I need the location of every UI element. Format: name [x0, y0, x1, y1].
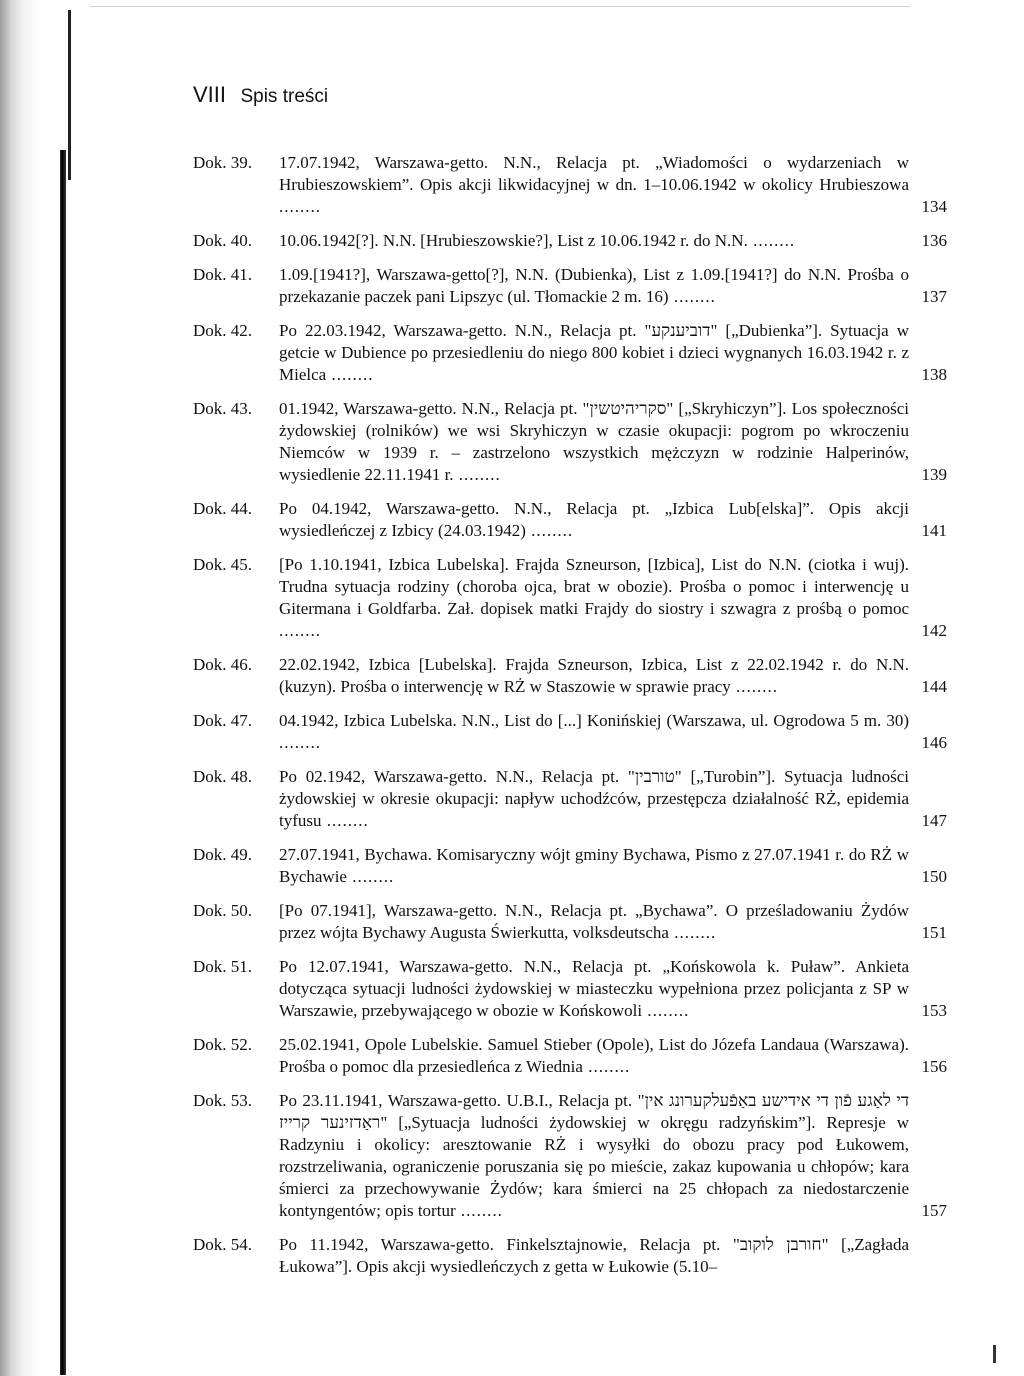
toc-entry — [193, 1090, 947, 1222]
toc-entry — [193, 264, 947, 308]
dot-leader: ........ — [525, 521, 574, 540]
toc-entry — [193, 710, 947, 754]
dot-leader: ........ — [642, 1001, 690, 1020]
dot-leader: ........ — [668, 287, 716, 306]
running-title: Spis treści — [240, 86, 329, 107]
document-number: Dok. 50. — [193, 901, 253, 920]
toc-entry — [193, 230, 947, 252]
entry-description: 17.07.1942, Warszawa-getto. N.N., Relacja pt. „Wiadomości o wydarzeniach w Hrubieszowskiem”. Opis akcji likwidacyjnej w dn. 1–10.06.1942 w okolicy Hrubieszowa — [279, 153, 909, 194]
toc-entry — [193, 766, 947, 832]
document-number: Dok. 49. — [193, 845, 253, 864]
dot-leader: ........ — [668, 923, 717, 942]
entry-description: Po 23.11.1941, Warszawa-getto. U.B.I., Relacja pt. "די לאַגע פֿון די אידישע באַפֿעלקערונג אין ראַדזינער קרייז" [„Sytuacja ludności żydowskiej w okręgu radzyńskim”]. Represje w Radzyniu i okolicy: aresztowanie RŻ i wysyłki do obozu pracy pod Łukowem, rozstrzeliwania, ograniczenie poruszania się po mieście, zakaz kupowania u chłopów; kara śmierci za przechowywanie Żydów; kara śmierci na 25 chłopach za niedostarczenie kontyngentów; opis tortur — [279, 1091, 909, 1220]
page-number: VIII — [193, 82, 227, 107]
dot-leader: ........ — [321, 811, 369, 830]
document-number: Dok. 47. — [193, 711, 253, 730]
entry-description: Po 04.1942, Warszawa-getto. N.N., Relacja pt. „Izbica Lub[elska]”. Opis akcji wysiedleńczej z Izbicy (24.03.1942) — [279, 499, 909, 540]
dot-leader: ........ — [747, 231, 796, 250]
toc-entry — [193, 398, 947, 486]
page-reference: 134 — [921, 197, 947, 216]
dot-leader: ........ — [582, 1057, 631, 1076]
entry-description: Po 22.03.1942, Warszawa-getto. N.N., Relacja pt. "דוביענקע" [„Dubienka”]. Sytuacja w getcie w Dubience po przesiedleniu do niego 800 kobiet i dzieci wygnanych 16.03.1942 r. z Mielca — [279, 321, 910, 384]
page-reference: 142 — [921, 621, 947, 640]
document-number: Dok. 39. — [193, 153, 253, 172]
page-reference: 137 — [921, 287, 947, 306]
toc-entry — [193, 1234, 947, 1278]
document-number: Dok. 48. — [193, 767, 253, 786]
document-number: Dok. 46. — [193, 655, 253, 674]
toc-entry — [193, 844, 947, 888]
toc-entry — [193, 956, 947, 1022]
document-number: Dok. 45. — [193, 555, 253, 574]
table-of-contents — [193, 152, 947, 1290]
entry-description: [Po 1.10.1941, Izbica Lubelska]. Frajda Szneurson, [Izbica], List do N.N. (ciotka i wuj). Trudna sytuacja rodziny (choroba ojca, brat w obozie). Prośba o pomoc i interwencję u Gitermana i Goldfarba. Zał. dopisek matki Frajdy do siostry i szwagra z prośbą o pomoc — [279, 555, 909, 618]
binding-shadow — [60, 150, 66, 1375]
entry-description: 22.02.1942, Izbica [Lubelska]. Frajda Szneurson, Izbica, List z 22.02.1942 r. do N.N. (kuzyn). Prośba o interwencję w RŻ w Staszowie w sprawie pracy — [279, 655, 909, 696]
dot-leader: ........ — [730, 677, 779, 696]
entry-description: 1.09.[1941?], Warszawa-getto[?], N.N. (Dubienka), List z 1.09.[1941?] do N.N. Prośba o przekazanie paczek pani Lipszyc (ul. Tłomackie 2 m. 16) — [279, 265, 909, 306]
entry-description: Po 11.1942, Warszawa-getto. Finkelsztajnowie, Relacja pt. "חורבן לוקוב" [„Zagłada Łukowa”]. Opis akcji wysiedleńczych z getta w Łukowie (5.10– — [279, 1235, 909, 1276]
entry-description: 25.02.1941, Opole Lubelskie. Samuel Stieber (Opole), List do Józefa Landaua (Warszawa). Prośba o pomoc dla przesiedleńca z Wiednia — [279, 1035, 909, 1076]
page-reference: 141 — [921, 521, 947, 540]
document-number: Dok. 40. — [193, 231, 253, 250]
page-reference: 151 — [921, 923, 947, 942]
dot-leader: ........ — [279, 197, 321, 216]
entry-description: 04.1942, Izbica Lubelska. N.N., List do [...] Konińskiej (Warszawa, ul. Ogrodowa 5 m. 30) — [279, 711, 909, 730]
binding-shadow-top — [68, 10, 71, 180]
page-reference: 146 — [921, 733, 947, 752]
dot-leader: ........ — [455, 1201, 503, 1220]
entry-description: Po 02.1942, Warszawa-getto. N.N., Relacja pt. "טורבין" [„Turobin”]. Sytuacja ludności żydowskiej w okresie okupacji: napływ uchodźców, przestępcza działalność RŻ, epidemia tyfusu — [279, 767, 910, 830]
toc-entry — [193, 900, 947, 944]
page-reference: 153 — [921, 1001, 947, 1020]
page-reference: 147 — [921, 811, 947, 830]
document-number: Dok. 53. — [193, 1091, 253, 1110]
document-number: Dok. 51. — [193, 957, 253, 976]
toc-entry — [193, 1034, 947, 1078]
toc-entry — [193, 498, 947, 542]
toc-entry — [193, 554, 947, 642]
scan-mark — [993, 1345, 996, 1363]
toc-entry — [193, 320, 947, 386]
document-number: Dok. 42. — [193, 321, 253, 340]
document-number: Dok. 54. — [193, 1235, 253, 1254]
dot-leader: ........ — [346, 867, 395, 886]
binding-edge — [0, 0, 62, 1376]
dot-leader: ........ — [279, 621, 321, 640]
document-number: Dok. 52. — [193, 1035, 253, 1054]
page-reference: 150 — [921, 867, 947, 886]
page-reference: 138 — [921, 365, 947, 384]
document-number: Dok. 41. — [193, 265, 253, 284]
entry-description: Po 12.07.1941, Warszawa-getto. N.N., Relacja pt. „Końskowola k. Puław”. Ankieta dotycząca sytuacji ludności żydowskiej w miasteczku wypełniona przez policjanta z SP w Warszawie, przebywającego w obozie w Końskowoli — [279, 957, 909, 1020]
page-reference: 157 — [921, 1201, 947, 1220]
scan-top-line — [90, 6, 910, 7]
document-number: Dok. 43. — [193, 399, 253, 418]
page-header — [193, 82, 328, 108]
page-reference: 144 — [921, 677, 947, 696]
dot-leader: ........ — [326, 365, 374, 384]
page-reference: 139 — [921, 465, 947, 484]
dot-leader: ........ — [279, 733, 321, 752]
entry-description: 10.06.1942[?]. N.N. [Hrubieszowskie?], List z 10.06.1942 r. do N.N. — [279, 231, 748, 250]
entry-description: 27.07.1941, Bychawa. Komisaryczny wójt gminy Bychawa, Pismo z 27.07.1941 r. do RŻ w Bychawie — [279, 845, 909, 886]
dot-leader: ........ — [453, 465, 501, 484]
entry-description: [Po 07.1941], Warszawa-getto. N.N., Relacja pt. „Bychawa”. O prześladowaniu Żydów przez wójta Bychawy Augusta Świerkutta, volksdeutscha — [279, 901, 909, 942]
toc-entry — [193, 654, 947, 698]
page-reference: 156 — [921, 1057, 947, 1076]
document-number: Dok. 44. — [193, 499, 253, 518]
page-reference: 136 — [921, 231, 947, 250]
toc-entry — [193, 152, 947, 218]
entry-description: 01.1942, Warszawa-getto. N.N., Relacja pt. "סקריהיטשין" [„Skryhiczyn”]. Los społeczności żydowskiej (rolników) we wsi Skryhiczyn w czasie okupacji: pogrom po wkroczeniu Niemców w 1939 r. – zastrzelono wszystkich mężczyzn w rodzinie Halperinów, wysiedlenie 22.11.1941 r. — [279, 399, 909, 484]
